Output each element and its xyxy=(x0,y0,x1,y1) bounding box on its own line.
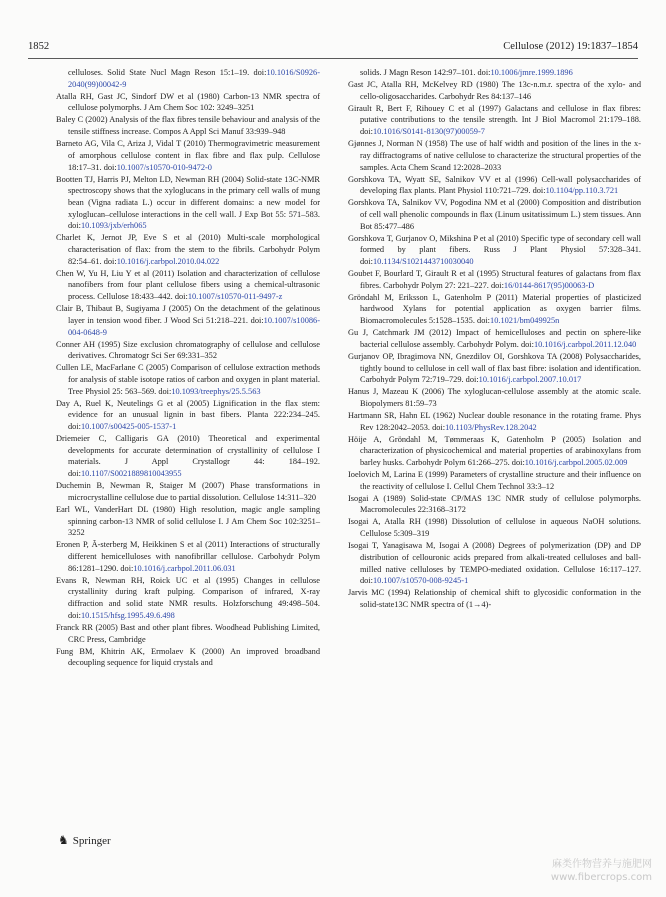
reference-entry xyxy=(348,410,641,433)
reference-text: solids. J Magn Reson 142:97–101. doi: xyxy=(360,68,491,77)
reference-text: Chen W, Yu H, Liu Y et al (2011) Isolation and characterization of cellulose nanofibers from four plant cellulose fibers using a chemical-ultrasonic process. Cellulose 18:433–442. doi: xyxy=(56,268,320,302)
publisher-name: Springer xyxy=(72,834,111,847)
reference-entry xyxy=(56,480,320,503)
reference-entry xyxy=(348,197,641,232)
reference-entry xyxy=(348,386,641,409)
reference-text: Hanus J, Mazeau K (2006) The xyloglucan-cellulose assembly at the atomic scale. Biopolymers 81:59–73 xyxy=(348,387,641,408)
reference-text: Eronen P, Ã-sterberg M, Heikkinen S et al (2011) Interactions of structurally different hemicelluloses with nanofibrillar cellulose. Carbohydr Polym 86:1281–1290. doi: xyxy=(56,540,320,573)
reference-text: Gast JC, Atalla RH, McKelvey RD (1980) The 13c-n.m.r. spectra of the xylo- and cello-oligosaccharides. Carbohydr Res 84:137–146 xyxy=(348,80,641,101)
reference-entry xyxy=(348,540,641,587)
reference-text: Gjønnes J, Norman N (1958) The use of half width and position of the lines in the x-ray diffractograms of native cellulose to characterize the structural properties of the samples. Acta Chem Scand 12:2028–2033 xyxy=(348,139,641,172)
reference-entry xyxy=(348,587,641,610)
reference-text: Ioelovich M, Larina E (1999) Parameters of crystalline structure and their influence on the reactivity of cellulose I. Cellul Chem Technol 33:3–12 xyxy=(348,470,641,491)
reference-entry xyxy=(348,268,641,291)
reference-entry xyxy=(348,327,641,350)
reference-text: Gorshkova TA, Wyatt SE, Salnikov VV et al (1996) Cell-wall polysaccharides of developing flax plants. Plant Physiol 110:721–729. doi: xyxy=(348,174,641,196)
doi-link[interactable]: 10.1007/s10570-010-9472-0 xyxy=(116,162,212,172)
page-number: 1852 xyxy=(28,41,50,52)
reference-text: Jarvis MC (1994) Relationship of chemical shift to glycosidic conformation in the solid-state13C NMR spectra of (1→4)- xyxy=(348,588,641,609)
reference-entry xyxy=(56,646,320,669)
doi-link[interactable]: 10.1515/hfsg.1995.49.6.498 xyxy=(80,610,175,620)
doi-link[interactable]: 10.1016/j.carbpol.2011.06.031 xyxy=(133,563,236,573)
reference-text: Hartmann SR, Hahn EL (1962) Nuclear double resonance in the rotating frame. Phys Rev 128:2042–2053. doi: xyxy=(348,410,641,432)
header-rule xyxy=(28,58,638,59)
reference-text: Charlet K, Jernot JP, Eve S et al (2010) Multi-scale morphological characterisation of flax: from the stem to the fibrils. Carbohydr Polym 82:54–61. doi: xyxy=(56,233,320,266)
reference-entry xyxy=(348,351,641,386)
doi-link[interactable]: 10.1016/j.carbpol.2010.04.022 xyxy=(116,256,220,266)
reference-entry xyxy=(56,504,320,539)
reference-text: Gu J, Catchmark JM (2012) Impact of hemicelluloses and pectin on sphere-like bacterial cellulose assembly. Carbohydr Polym. doi: xyxy=(348,328,641,349)
reference-entry xyxy=(56,622,320,645)
reference-entry xyxy=(56,539,320,574)
reference-entry xyxy=(348,233,641,268)
reference-entry xyxy=(348,493,641,516)
reference-text: Cullen LE, MacFarlane C (2005) Comparison of cellulose extraction methods for analysis of stable isotope ratios of carbon and oxygen in plant material. Tree Physiol 25: 563–569. doi: xyxy=(56,363,320,396)
reference-text: Fung BM, Khitrin AK, Ermolaev K (2000) An improved broadband decoupling sequence for liquid crystals and xyxy=(56,646,320,668)
reference-entry xyxy=(56,339,320,362)
journal-citation: Cellulose (2012) 19:1837–1854 xyxy=(503,41,638,52)
reference-entry xyxy=(56,398,320,433)
doi-link[interactable]: 10.1134/S1021443710030040 xyxy=(372,257,474,267)
reference-entry xyxy=(348,516,641,539)
reference-entry xyxy=(56,67,320,90)
site-watermark xyxy=(551,858,652,884)
reference-entry xyxy=(56,362,320,397)
reference-entry xyxy=(56,268,320,303)
doi-link[interactable]: 10.1021/bm049925n xyxy=(490,316,560,326)
doi-link[interactable]: 10.1016/j.carbpol.2011.12.040 xyxy=(533,339,637,349)
doi-link[interactable]: 10.1007/s10086-004-0648-9 xyxy=(68,315,320,337)
reference-entry xyxy=(56,114,320,137)
doi-link[interactable]: 10.1016/S0141-8130(97)00059-7 xyxy=(372,127,485,137)
reference-entry xyxy=(348,79,641,102)
reference-entry xyxy=(56,138,320,173)
reference-text: Duchemin B, Newman R, Staiger M (2007) Phase transformations in microcrystalline cellulose due to partial dissolution. Cellulose 14:311–320 xyxy=(56,481,320,502)
doi-link[interactable]: 10.1007/s00425-005-1537-1 xyxy=(80,422,177,432)
reference-entry xyxy=(56,575,320,622)
reference-text: Gröndahl M, Eriksson L, Gatenholm P (2011) Material properties of plasticized hardwood Xylans for potential application as oxygen barrier films. Biomacromolecules 5:1528–1535. doi: xyxy=(348,292,641,326)
reference-text: Isogai A (1989) Solid-state CP/MAS 13C NMR study of cellulose polymorphs. Macromolecules 22:3168–3172 xyxy=(348,493,641,515)
reference-text: Gurjanov OP, Ibragimova NN, Gnezdilov OI, Gorshkova TA (2008) Polysaccharides, tightly bound to cellulose in cell wall of flax bast fibre: isolation and identification. Carbohydr Polym 72:719–729. doi: xyxy=(348,351,641,385)
reference-text: Gorshkova TA, Salnikov VV, Pogodina NM et al (2000) Composition and distribution of cell wall phenolic compounds in flax (Linum usitatissimum L.) stem tissues. Ann Bot 85:477–486 xyxy=(348,198,641,231)
watermark-url: www.fibercrops.com xyxy=(550,872,652,883)
reference-text: Isogai A, Atalla RH (1998) Dissolution of cellulose in aqueous NaOH solutions. Cellulose 5:309–319 xyxy=(348,517,641,539)
doi-link[interactable]: 10.1107/S0021889810043955 xyxy=(80,469,182,479)
doi-link[interactable]: 10.1016/j.carbpol.2005.02.009 xyxy=(524,458,628,468)
reference-entry xyxy=(348,138,641,173)
reference-text: Girault R, Bert F, Rihouey C et al (1997) Galactans and cellulose in flax fibres: putative contributions to the tensile strength. Int J Biol Macromol 21:179–188. doi: xyxy=(348,103,641,137)
reference-text: Höije A, Gröndahl M, Tømmeraas K, Gatenholm P (2005) Isolation and characterization of physicochemical and material properties of arabinoxylans from barley husks. Carbohydr Polym 61:266–275. doi: xyxy=(348,434,641,468)
reference-entry xyxy=(56,91,320,114)
reference-text: Isogai T, Yanagisawa M, Isogai A (2008) Degrees of polymerization (DP) and DP distribution of cellouronic acids prepared from alkali-treated celluloses and ball-milled native celluloses by TEMPO-mediated oxidation. Cellulose 16:117–127. doi: xyxy=(348,541,641,586)
publisher-logo xyxy=(58,833,111,848)
springer-horse-icon: ♞ xyxy=(58,833,69,847)
reference-column-left xyxy=(56,67,320,669)
reference-text: Earl WL, VanderHart DL (1980) High resolution, magic angle sampling spinning carbon-13 NMR of solid cellulose I. J Am Chem Soc 102:3251–3252 xyxy=(56,504,320,538)
doi-link[interactable]: 10.1016/S0926-2040(99)00042-9 xyxy=(68,68,320,89)
doi-link[interactable]: 10.1007/s10570-008-9245-1 xyxy=(372,576,469,586)
reference-text: Baley C (2002) Analysis of the flax fibres tensile behaviour and analysis of the tensile stiffness increase. Compos A Appl Sci Manuf 33:939–948 xyxy=(56,115,320,137)
doi-link[interactable]: 10.1104/pp.110.3.721 xyxy=(545,186,619,196)
reference-text: Franck RR (2005) Bast and other plant fibres. Woodhead Publishing Limited, CRC Press, Cambridge xyxy=(56,622,320,644)
reference-entry xyxy=(56,433,320,480)
doi-link[interactable]: 10.1093/jxb/erh065 xyxy=(80,221,147,231)
doi-link[interactable]: 10.1007/s10570-011-9497-z xyxy=(187,292,283,302)
reference-text: Clair B, Thibaut B, Sugiyama J (2005) On the detachment of the gelatinous layer in tension wood fiber. J Wood Sci 51:218–221. doi: xyxy=(56,304,320,325)
reference-entry xyxy=(348,469,641,492)
reference-text: Conner AH (1995) Size exclusion chromatography of cellulose and cellulose derivatives. Chromatogr Sci Ser 69:331–352 xyxy=(56,339,320,361)
reference-entry xyxy=(348,103,641,138)
reference-entry xyxy=(348,434,641,469)
doi-link[interactable]: 10.1103/PhysRev.128.2042 xyxy=(445,422,537,432)
watermark-title: 麻类作物营养与施肥网 xyxy=(552,859,652,870)
reference-entry xyxy=(348,292,641,327)
reference-text: Driemeier C, Calligaris GA (2010) Theoretical and experimental developments for accurate determination of crystallinity of cellulose I materials. J Appl Crystallogr 44: 184–192. doi: xyxy=(56,434,320,479)
reference-text: celluloses. Solid State Nucl Magn Reson 15:1–19. doi: xyxy=(68,68,267,77)
reference-text: Atalla RH, Gast JC, Sindorf DW et al (1980) Carbon-13 NMR spectra of cellulose polymorphs. J Am Chem Soc 102: 3249–3251 xyxy=(56,91,320,113)
running-header xyxy=(28,40,638,54)
reference-text: Bootten TJ, Harris PJ, Melton LD, Newman RH (2004) Solid-state 13C-NMR spectroscopy shows that the xyloglucans in the primary cell walls of mung bean (Vigna radiata L.) occur in different domains: a new model for xyloglucan–cellulose interactions in the cell wall. J Exp Bot 55: 571–583. doi: xyxy=(56,174,320,231)
reference-entry xyxy=(56,174,320,233)
reference-text: Evans R, Newman RH, Roick UC et al (1995) Changes in cellulose crystallinity during kraft pulping. Comparison of infrared, X-ray diffraction and solid state NMR results. Holzforschung 49:498–504. doi: xyxy=(56,575,320,620)
doi-link[interactable]: 10.1093/treephys/25.5.563 xyxy=(171,386,261,396)
doi-link[interactable]: 10.1006/jmre.1999.1896 xyxy=(490,68,573,77)
doi-link[interactable]: 10.1016/j.carbpol.2007.10.017 xyxy=(478,375,582,385)
reference-text: Goubet F, Bourlard T, Girault R et al (1995) Structural features of galactans from flax fibres. Carbohydr Polym 27: 221–227. doi: xyxy=(348,269,641,290)
reference-entry xyxy=(348,174,641,197)
reference-column-right xyxy=(348,67,641,611)
reference-entry xyxy=(56,303,320,338)
reference-entry xyxy=(348,67,641,79)
reference-text: Day A, Ruel K, Neutelings G et al (2005) Lignification in the flax stem: evidence for an unusual lignin in bast fibers. Planta 222:234–245. doi: xyxy=(56,398,320,432)
reference-entry xyxy=(56,232,320,267)
doi-link[interactable]: 16/0144-8617(95)00063-D xyxy=(503,280,595,290)
reference-text: Gorshkova T, Gurjanov O, Mikshina P et al (2010) Specific type of secondary cell wall formed by plant fibers. Russ J Plant Physiol 57:328–341. doi: xyxy=(348,233,641,267)
reference-text: Barneto AG, Vila C, Ariza J, Vidal T (2010) Thermogravimetric measurement of amorphous cellulose content in flax fibre and flax pulp. Cellulose 18:17–31. doi: xyxy=(56,139,320,172)
